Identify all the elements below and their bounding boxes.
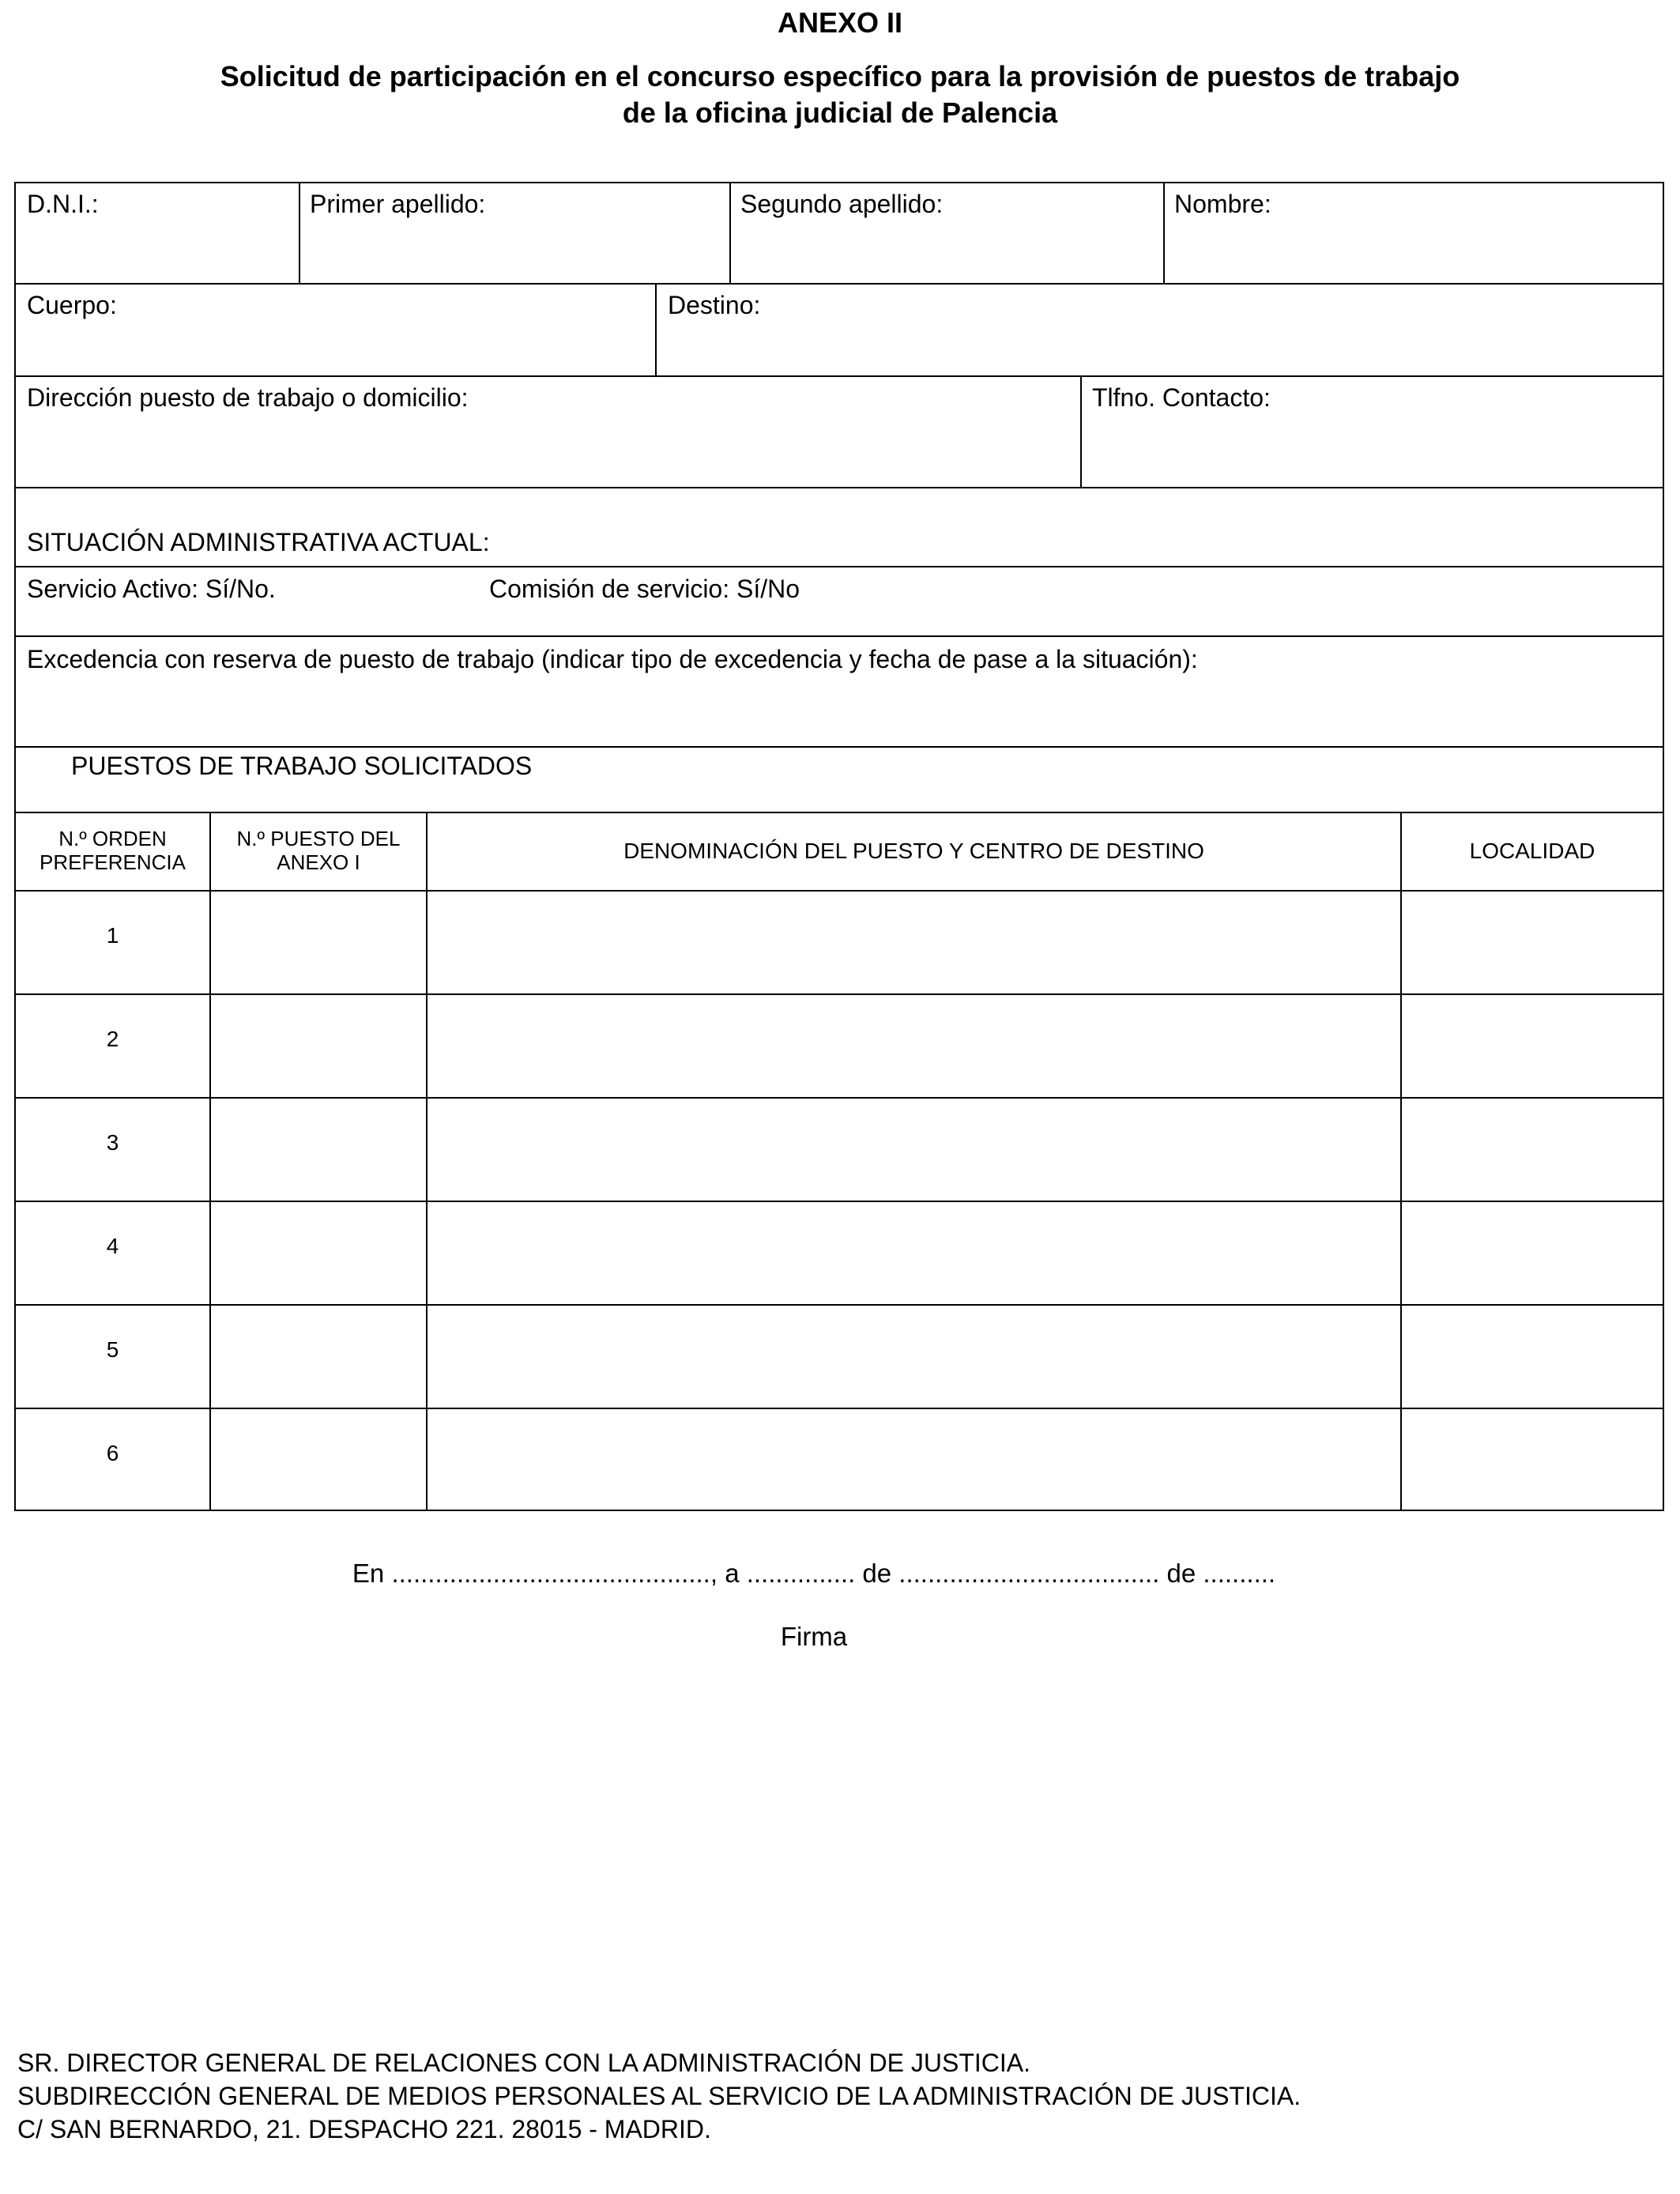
direccion-field[interactable]: Dirección puesto de trabajo o domicilio: — [27, 383, 469, 412]
divider — [426, 812, 428, 1511]
destino-field[interactable]: Destino: — [668, 291, 761, 319]
divider — [299, 182, 300, 285]
telefono-field[interactable]: Tlfno. Contacto: — [1092, 383, 1271, 412]
form-title-line-2: de la oficina judicial de Palencia — [622, 96, 1058, 129]
col-header-orden: N.º ORDEN PREFERENCIA — [40, 827, 186, 874]
divider — [729, 182, 731, 285]
table-row-number: 2 — [106, 1027, 119, 1051]
divider — [1400, 812, 1402, 1511]
signature-label: Firma — [780, 1622, 848, 1651]
divider — [1080, 375, 1082, 488]
divider — [14, 1304, 1664, 1306]
col-header-localidad: LOCALIDAD — [1469, 839, 1595, 863]
table-row-number: 1 — [106, 923, 119, 948]
nombre-field[interactable]: Nombre: — [1174, 190, 1271, 218]
table-row-number: 3 — [106, 1130, 119, 1155]
address-line-3: C/ SAN BERNARDO, 21. DESPACHO 221. 28015 - MADRID. — [17, 2115, 711, 2143]
divider — [209, 812, 211, 1511]
divider — [14, 993, 1664, 995]
cuerpo-field[interactable]: Cuerpo: — [27, 291, 117, 319]
divider — [14, 812, 1664, 813]
divider — [14, 1201, 1664, 1202]
divider — [14, 746, 1664, 748]
col-header-puesto: N.º PUESTO DEL ANEXO I — [236, 827, 401, 874]
situacion-heading: SITUACIÓN ADMINISTRATIVA ACTUAL: — [27, 528, 490, 556]
col-header-denominacion: DENOMINACIÓN DEL PUESTO Y CENTRO DE DESTINO — [623, 839, 1204, 863]
divider — [14, 1408, 1664, 1409]
place-date-line[interactable]: En ............................................, a ............... de .................................... de .......... — [352, 1559, 1276, 1588]
servicio-activo-field[interactable]: Servicio Activo: Sí/No. — [27, 575, 276, 603]
divider — [655, 283, 657, 377]
comision-servicio-field[interactable]: Comisión de servicio: Sí/No — [489, 575, 800, 603]
form-title-line-1: Solicitud de participación en el concurso específico para la provisión de puestos de trabajo — [220, 60, 1460, 92]
puestos-heading: PUESTOS DE TRABAJO SOLICITADOS — [71, 752, 533, 780]
table-row-number: 6 — [106, 1441, 119, 1465]
excedencia-field[interactable]: Excedencia con reserva de puesto de trabajo (indicar tipo de excedencia y fecha de pase a la situación): — [27, 645, 1198, 673]
divider — [14, 566, 1664, 567]
divider — [14, 283, 1664, 285]
divider — [1163, 182, 1165, 285]
table-row-number: 4 — [106, 1234, 119, 1258]
divider — [14, 635, 1664, 637]
address-line-1: SR. DIRECTOR GENERAL DE RELACIONES CON LA ADMINISTRACIÓN DE JUSTICIA. — [17, 2049, 1031, 2077]
address-line-2: SUBDIRECCIÓN GENERAL DE MEDIOS PERSONALES AL SERVICIO DE LA ADMINISTRACIÓN DE JUSTICIA. — [17, 2082, 1301, 2110]
divider — [14, 375, 1664, 377]
divider — [14, 890, 1664, 892]
table-row-number: 5 — [106, 1337, 119, 1362]
segundo-apellido-field[interactable]: Segundo apellido: — [740, 190, 944, 218]
divider — [14, 1097, 1664, 1099]
dni-field[interactable]: D.N.I.: — [27, 190, 99, 218]
primer-apellido-field[interactable]: Primer apellido: — [310, 190, 486, 218]
annex-title: ANEXO II — [777, 6, 903, 39]
divider — [14, 487, 1664, 488]
